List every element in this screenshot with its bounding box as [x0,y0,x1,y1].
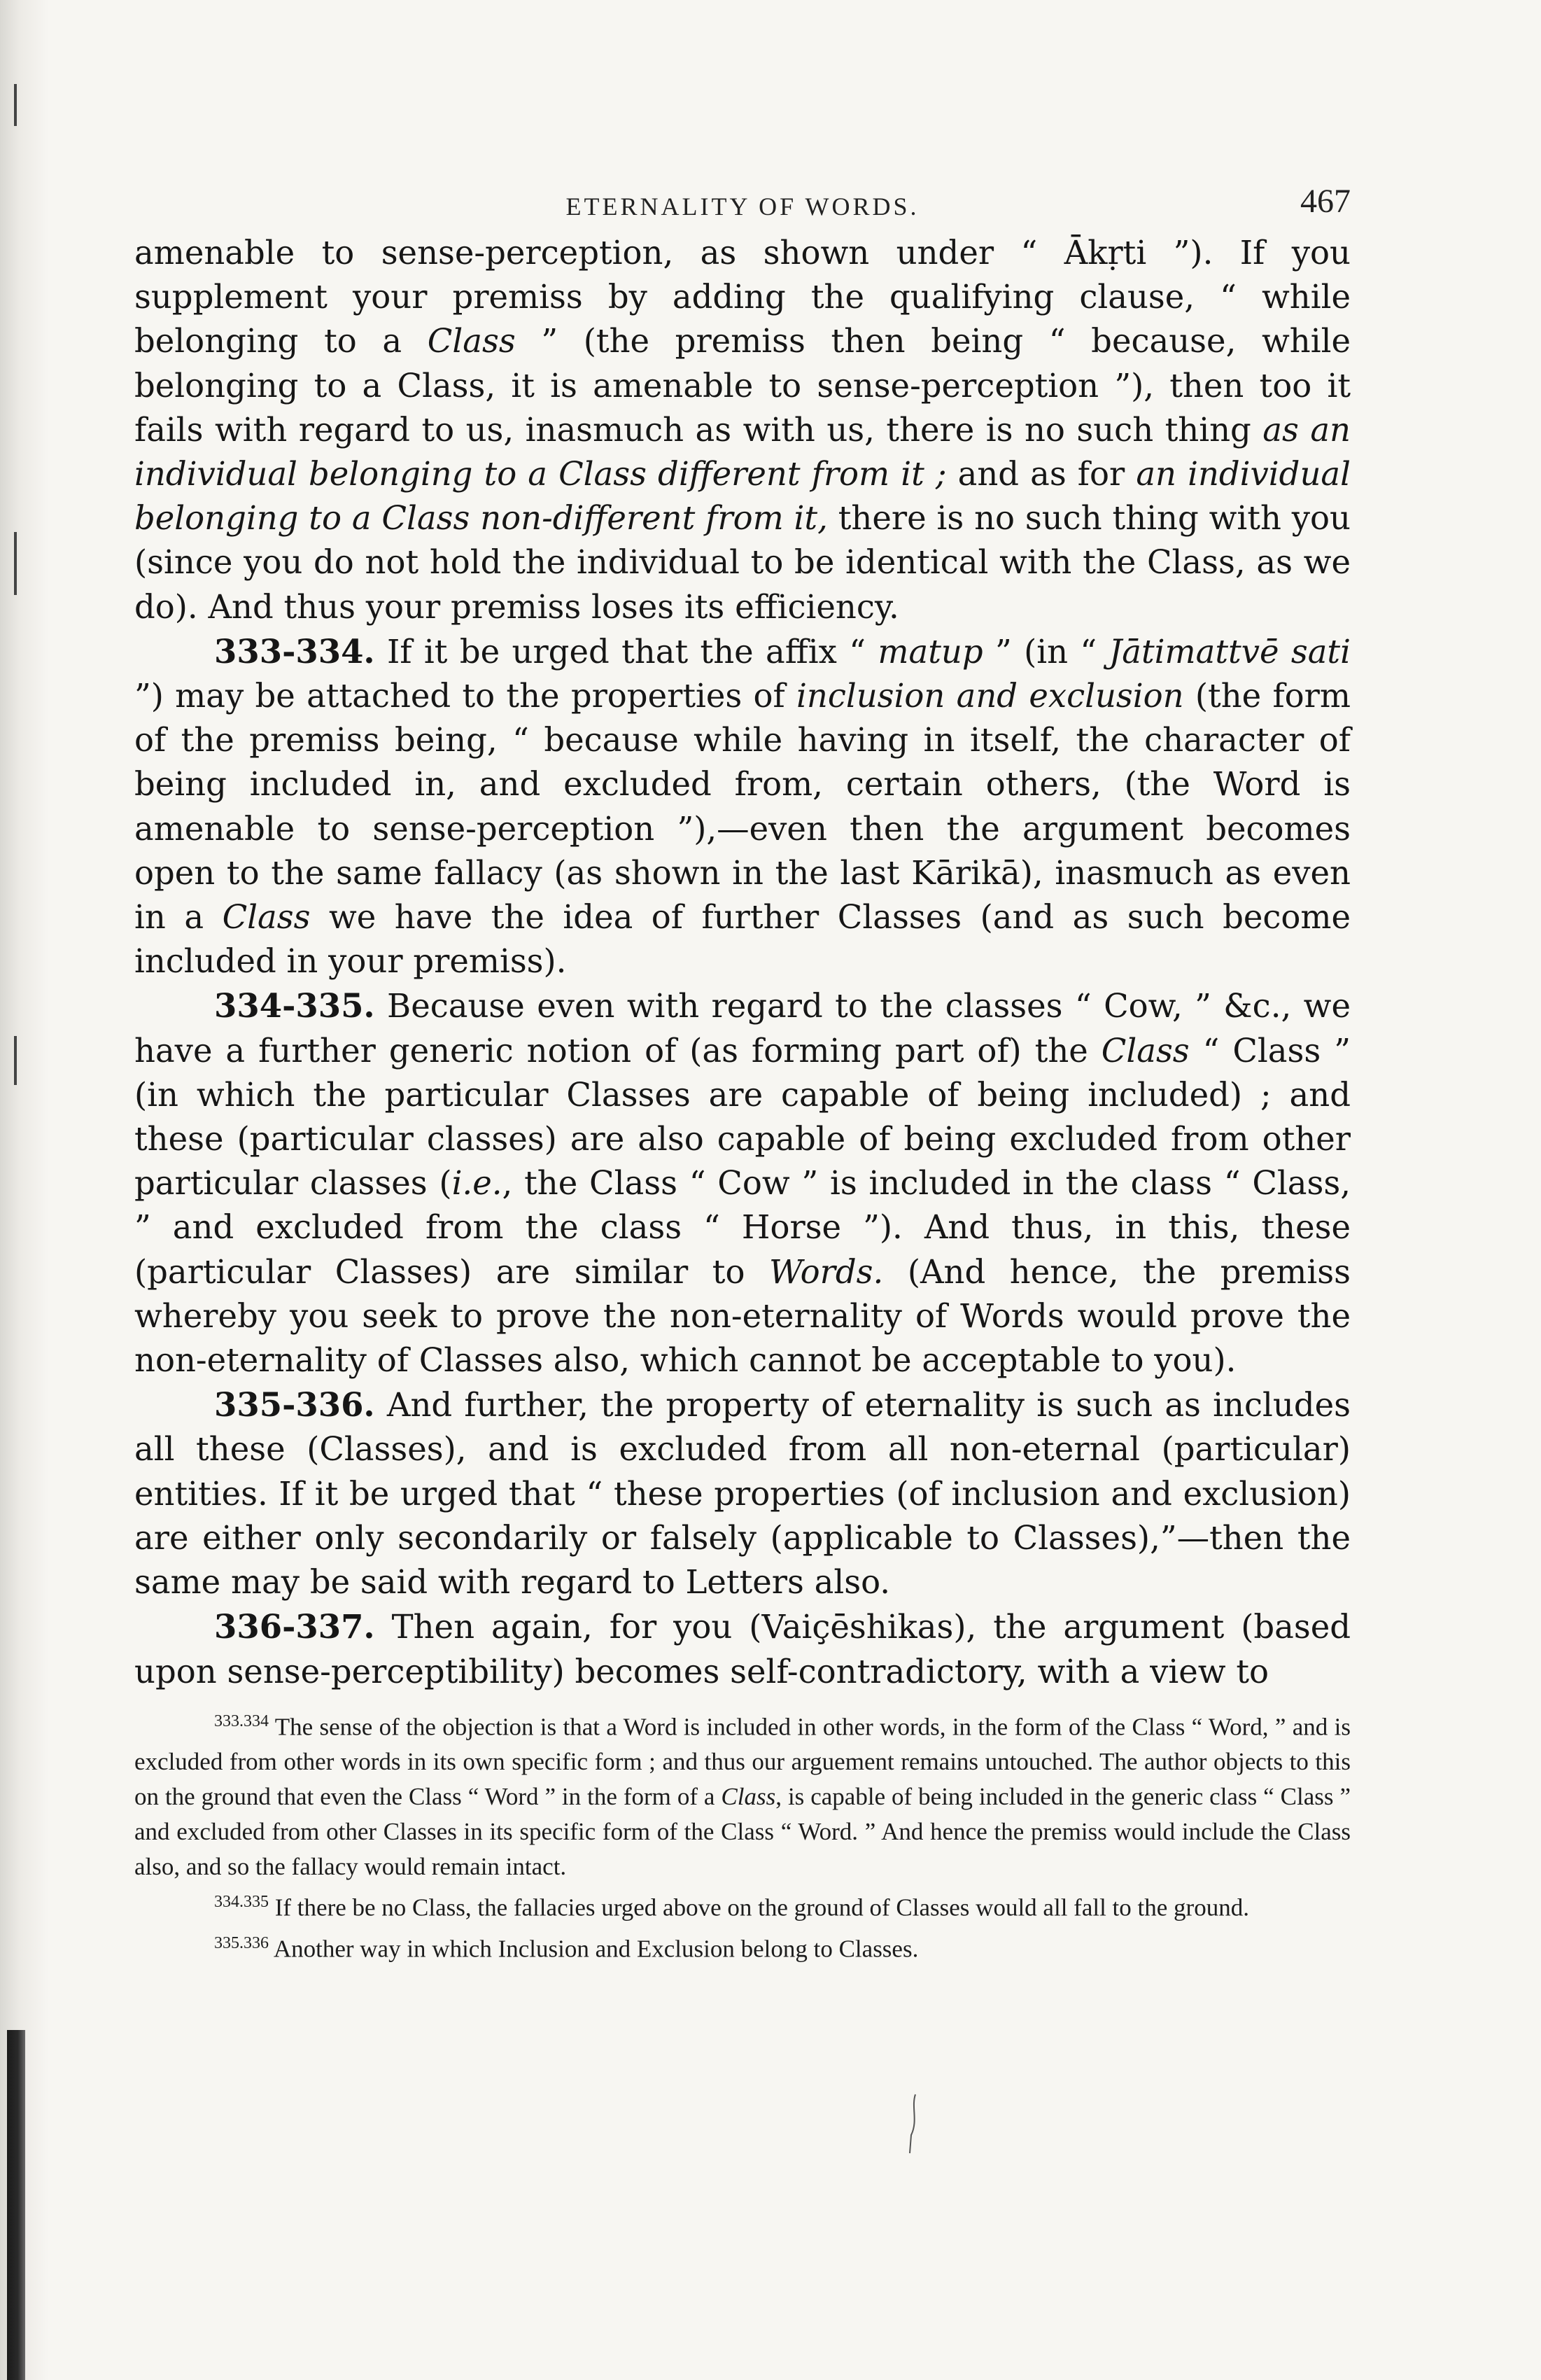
karika-number: 333-334. [214,631,375,671]
text-run: , the Class “ Cow ” is included in the class “ Class, ” and excluded from the class “ Horse ”). And thus, in this, these (particular Classes) are similar to [134,1164,1351,1291]
italic-run: an individual belonging to a Class non-different from it, [134,455,1351,538]
running-head [134,168,1351,231]
italic-run: as an individual belonging to a Class different from it ; [134,410,1351,493]
paragraph-continuation [134,231,1351,629]
footnote-335-336 [134,1926,1351,1967]
italic-run: Class [222,898,311,937]
italic-run: inclusion and exclusion [796,677,1184,715]
footnote-ref: 333.334 [214,1712,269,1730]
italic-run: Class [1101,1031,1190,1070]
binding-mark [14,1036,17,1085]
paragraph-334-335 [134,983,1351,1382]
text-run: And further, the property of eternality is such as includes all these (Classes), and is excluded from all non-eternal (particular) entities. If it be urged that “ these properties (of inclusion and exclusion) are either only secondarily or falsely (applicable to Classes),”—then the same may be said with regard to Letters also. [134,1386,1351,1602]
binding-mark [14,532,17,595]
karika-number: 336-337. [214,1607,375,1646]
paragraph-333-334 [134,629,1351,984]
text-run: If there be no Class, the fallacies urged above on the ground of Classes would all fall to the ground. [269,1894,1249,1922]
text-run: (the form of the premiss being, “ because while having in itself, the character of being included in, and excluded from, certain others, (the Word is amenable to sense-perception ”),—even then the argument becomes open to the same fallacy (as shown in the last Kārikā), inasmuch as even in a [134,677,1351,937]
text-run: there is no such thing with you (since you do not hold the individual to be identical with the Class, as we do). And thus your premiss loses its efficiency. [134,499,1351,626]
text-run: Another way in which Inclusion and Exclusion belong to Classes. [269,1935,919,1963]
text-run: The sense of the objection is that a Word is included in other words, in the form of the Class “ Word, ” and is excluded from other words in its own specific form ; and thus our arguement remains untouched. The author objects to this on the ground that even the Class “ Word ” in the form of a [134,1713,1351,1811]
running-title: ETERNALITY OF WORDS. [565,192,920,220]
karika-number: 334-335. [214,986,375,1026]
text-run: , is capable of being included in the generic class “ Class ” and excluded from other Classes in its specific form of the Class “ Word. ” And hence the premiss would include the Class also, and so the fallacy would remain intact. [134,1783,1351,1881]
italic-run: Jātimattvē sati [1109,632,1351,671]
italic-run: Words. [769,1252,884,1291]
footnote-ref: 335.336 [214,1934,269,1953]
binding-dark-strip [7,2030,25,2380]
book-page [134,168,1351,1967]
footnotes [134,1704,1351,1967]
text-run: ” (in “ [983,632,1109,671]
text-run: Because even with regard to the classes “ Cow, ” &c., we have a further generic notion of (as forming part of) the [134,987,1351,1070]
text-run: ” (the premiss then being “ because, while belonging to a Class, it is amenable to sense-perception ”), then too it fails with regard to us, inasmuch as with us, there is no such thing [134,322,1351,449]
karika-number: 335-336. [214,1385,375,1424]
footnote-334-335 [134,1884,1351,1926]
text-run: we have the idea of further Classes (and as such become included in your premiss). [134,898,1351,981]
paragraph-336-337 [134,1604,1351,1693]
page-number: 467 [1300,183,1351,220]
stray-ink-mark [903,2093,924,2164]
page-binding-shadow [0,0,49,2380]
footnote-ref: 334.335 [214,1893,269,1912]
footnote-333-334 [134,1704,1351,1885]
binding-mark [14,84,17,126]
text-run: (And hence, the premiss whereby you seek to prove the non-eternality of Words would prove the non-eternality of Classes also, which cannot be acceptable to you). [134,1252,1351,1380]
paragraph-335-336 [134,1382,1351,1604]
text-run: amenable to sense-perception, as shown under “ Ākṛti ”). If you supplement your premiss by adding the qualifying clause, “ while belonging to a [134,234,1351,360]
italic-run: i.e. [451,1164,502,1203]
text-run: If it be urged that the affix “ [374,632,878,671]
text-run: and as for [946,455,1137,493]
text-run: Then again, for you (Vaiçēshikas), the argument (based upon sense-perceptibility) becomes self-contradictory, with a view to [134,1608,1351,1690]
stray-mark-icon [903,2093,924,2156]
italic-run: matup [878,632,983,671]
italic-run: Class [721,1783,776,1811]
text-run: ”) may be attached to the properties of [134,677,796,715]
italic-run: Class [427,322,516,360]
text-run: “ Class ” (in which the particular Classes are capable of being included) ; and these (particular classes) are also capable of being excluded from other particular classes ( [134,1031,1351,1203]
